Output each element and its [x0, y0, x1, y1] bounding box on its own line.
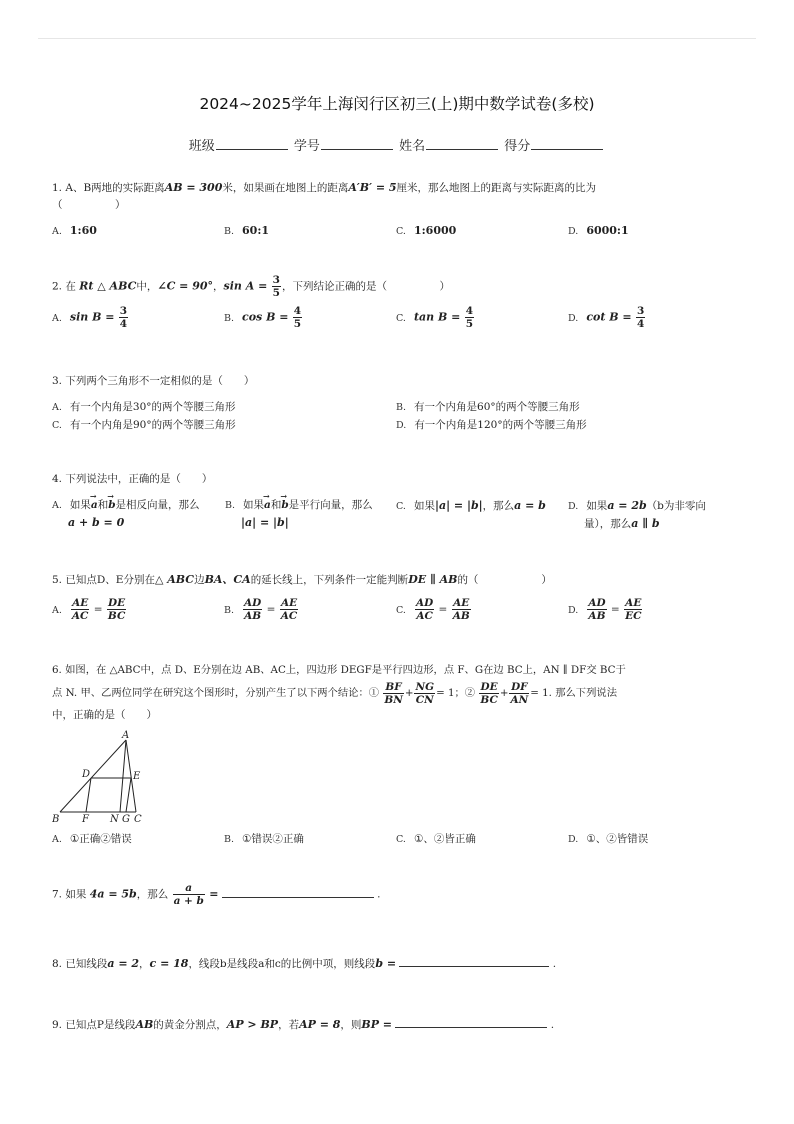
question-6-line-2	[52, 679, 756, 707]
option-text: 有一个内角是120°的两个等腰三角形	[414, 419, 587, 431]
stem-text: .	[377, 888, 381, 901]
point-f-label: F	[82, 814, 89, 824]
fraction-denominator: AB	[452, 610, 470, 622]
math-expression: a = 2b	[607, 499, 647, 512]
stem-text: ，	[213, 280, 224, 293]
stem-text: ，那么	[136, 888, 169, 901]
option-label: A.	[52, 402, 62, 413]
stem-text: 米，如果画在地图上的距离	[222, 182, 349, 194]
answer-blank[interactable]	[399, 955, 549, 967]
stem-text: 的延长线上，下列条件一定能判断	[250, 574, 409, 586]
option-d[interactable]	[568, 305, 646, 330]
math-expression: a = 2	[107, 957, 140, 970]
fraction	[119, 305, 128, 330]
math-expression: c = 18	[149, 957, 189, 970]
option-label: B.	[224, 312, 235, 324]
math-expression: BA、CA	[204, 573, 251, 586]
math-expression: cot B =	[586, 310, 632, 324]
fraction-denominator: AB	[244, 610, 262, 622]
fraction	[243, 597, 262, 622]
fraction-denominator: BC	[480, 693, 498, 706]
math-expression: DE ∥ AB	[408, 573, 458, 586]
option-d[interactable]: D. $\frac{AD}{AB}$ = $\frac{AE}{EC}$	[568, 597, 642, 622]
fraction-numerator: DF	[511, 680, 528, 693]
math-expression: AB = 300	[164, 181, 223, 194]
math-expression: A′B′ = 5	[348, 181, 397, 194]
options-row	[52, 597, 754, 627]
option-text: ①、②皆错误	[586, 833, 649, 845]
point-g-label: G	[122, 814, 130, 824]
question-5	[52, 571, 754, 627]
option-a[interactable]	[52, 831, 132, 848]
side-ab	[60, 740, 126, 812]
stem-text: 点 N. 甲、乙两位同学在研究这个图形时，分别产生了以下两个结论：①	[52, 687, 380, 699]
stem-text: 已知点D、E分别在	[65, 574, 155, 586]
option-label: D.	[568, 501, 579, 512]
page-top-rule	[38, 38, 756, 39]
option-a[interactable]	[52, 399, 236, 416]
option-a[interactable]	[52, 222, 97, 240]
question-number: 1.	[52, 182, 63, 194]
option-label: C.	[396, 312, 406, 324]
option-text: 6000:1	[586, 224, 629, 237]
fraction	[465, 305, 474, 330]
fraction-denominator: CN	[415, 693, 434, 706]
option-label: D.	[568, 226, 579, 237]
vector-symbol: → b	[281, 497, 288, 514]
fraction-numerator: DE	[108, 597, 126, 609]
question-number: 5.	[52, 574, 63, 586]
option-text: ①、②皆正确	[413, 833, 476, 845]
question-number: 9.	[52, 1019, 63, 1031]
plus-sign: +	[404, 687, 414, 699]
score-label: 得分	[504, 139, 531, 154]
point-d-label: D	[82, 769, 91, 780]
stem-text: 的（ ）	[457, 574, 552, 586]
math-expression: a = b	[514, 499, 546, 512]
question-6-line-1	[52, 662, 756, 679]
fraction	[415, 597, 434, 622]
question-3-stem	[52, 373, 754, 390]
stem-text: 边	[194, 574, 205, 586]
stem-text: 下列两个三角形不一定相似的是（ ）	[65, 375, 255, 387]
option-b[interactable]	[225, 497, 373, 532]
option-text: 和	[270, 499, 282, 511]
fraction	[383, 681, 403, 706]
math-expression: △ ABC	[154, 573, 195, 586]
question-number: 2.	[52, 280, 63, 293]
score-blank[interactable]	[531, 137, 603, 150]
option-label: A.	[52, 500, 62, 511]
segment-an	[120, 740, 126, 812]
fraction	[71, 597, 90, 622]
math-expression: AP > BP	[226, 1018, 279, 1031]
question-6-line-3	[52, 707, 756, 724]
option-text: 如果	[69, 499, 91, 511]
question-9-stem	[52, 1016, 754, 1034]
fraction-numerator: 3	[119, 305, 128, 317]
math-expression: AP = 8	[299, 1018, 341, 1031]
stem-text: ，	[139, 958, 150, 970]
fraction	[452, 597, 471, 622]
option-text: 有一个内角是60°的两个等腰三角形	[414, 401, 580, 413]
option-label: D.	[396, 420, 407, 431]
option-c[interactable]	[52, 417, 236, 434]
option-b[interactable]: B. $\frac{AD}{AB}$ = $\frac{AE}{AC}$	[224, 597, 298, 622]
fraction	[173, 882, 205, 907]
options-row	[52, 305, 754, 333]
stem-text: 中，正确的是（ ）	[52, 709, 157, 721]
option-d[interactable]	[396, 417, 587, 434]
stem-text: 厘米，那么地图上的距离与实际距离的比为	[396, 182, 597, 194]
option-a[interactable]	[52, 497, 200, 532]
fraction	[414, 681, 435, 706]
question-6	[52, 662, 756, 724]
stem-text: 下列说法中，正确的是（ ）	[65, 473, 213, 485]
answer-blank[interactable]	[395, 1016, 547, 1028]
option-label: B.	[225, 500, 236, 511]
math-expression: BP =	[361, 1018, 393, 1031]
option-label: B.	[224, 226, 235, 237]
fraction-denominator: 5	[293, 318, 302, 330]
fraction	[509, 681, 529, 706]
fraction-numerator: AD	[244, 597, 262, 609]
option-b[interactable]	[396, 399, 580, 416]
fraction	[479, 681, 498, 706]
fraction-denominator: AC	[71, 610, 89, 622]
question-3	[52, 373, 754, 435]
name-label: 姓名	[399, 139, 426, 154]
question-5-stem	[52, 571, 754, 589]
option-label: B.	[224, 834, 235, 845]
point-b-label: B	[52, 814, 60, 824]
stem-text: 已知线段	[65, 958, 108, 970]
option-text: 和	[97, 499, 109, 511]
question-number: 3.	[52, 375, 63, 387]
option-a[interactable]	[52, 305, 129, 330]
answer-blank[interactable]	[222, 886, 374, 898]
math-expression: a + b = 0	[68, 516, 125, 529]
question-9	[52, 1016, 754, 1034]
option-text: 是平行向量，那么	[288, 499, 373, 511]
vector-symbol: → b	[108, 497, 115, 514]
option-text: 有一个内角是90°的两个等腰三角形	[69, 419, 236, 431]
fraction-denominator: 5	[272, 287, 280, 299]
exam-title: 2024~2025学年上海闵行区初三(上)期中数学试卷(多校)	[199, 95, 595, 113]
option-text: 如果	[586, 500, 608, 512]
fraction-numerator: AE	[453, 597, 470, 609]
stem-text: = 1. 那么下列说法	[530, 687, 617, 699]
answer-paren: （ ）	[52, 199, 126, 211]
fraction-numerator: 4	[293, 305, 302, 317]
stem-text: = 1；②	[436, 687, 476, 699]
option-text: （b为非零向	[646, 500, 706, 512]
question-7	[52, 882, 754, 907]
math-expression: sin A =	[223, 279, 268, 293]
fraction-numerator: AE	[280, 597, 298, 609]
fraction	[587, 597, 606, 622]
option-label: D.	[568, 312, 579, 324]
option-label: C.	[52, 420, 62, 431]
option-label: A.	[52, 604, 62, 616]
stem-text: .	[552, 958, 557, 970]
equals-sign: =	[209, 887, 219, 901]
stem-text: 如果	[65, 888, 87, 901]
fraction	[636, 305, 645, 330]
question-2	[52, 274, 754, 333]
stem-text: 已知点P是线段	[65, 1019, 136, 1031]
option-d[interactable]	[568, 497, 706, 533]
fraction-numerator: AE	[625, 597, 642, 609]
fraction-denominator: 4	[119, 318, 128, 330]
question-number: 6.	[52, 664, 62, 676]
fraction-numerator: AD	[588, 597, 606, 609]
option-text: 1:60	[69, 224, 97, 237]
option-c[interactable]	[396, 305, 475, 330]
fraction-numerator: NG	[415, 680, 435, 693]
fraction-denominator: 4	[636, 318, 645, 330]
stem-text: 中，	[136, 280, 158, 293]
math-expression: a ∥ b	[631, 517, 660, 530]
class-label: 班级	[188, 139, 215, 154]
student-id-label: 学号	[293, 139, 320, 154]
option-text: 量），那么	[584, 518, 632, 530]
math-expression: b =	[375, 957, 397, 970]
option-c[interactable]	[396, 831, 476, 848]
stem-text: 如图，在 △ABC中，点 D、E分别在边 AB、AC上，四边形 DEGF是平行四边形，点 F、G在边 BC上，AN ∥ DF交 BC于	[65, 664, 626, 676]
option-d[interactable]	[568, 222, 629, 240]
question-number: 4.	[52, 473, 63, 485]
option-c[interactable]	[396, 222, 456, 240]
stem-text: 的黄金分割点，	[153, 1019, 227, 1031]
option-text: ，那么	[482, 500, 515, 512]
fraction-numerator: AD	[415, 597, 434, 609]
math-expression: AB	[135, 1018, 154, 1031]
fraction	[293, 305, 302, 330]
question-4-stem	[52, 471, 754, 488]
fraction	[280, 597, 299, 622]
fraction-denominator: AN	[510, 693, 529, 706]
option-label: D.	[568, 834, 579, 845]
stem-text: ，则	[340, 1019, 362, 1031]
fraction-denominator: a + b	[173, 895, 204, 907]
fraction-denominator: 5	[465, 318, 473, 330]
option-text: 1:6000	[413, 224, 457, 237]
fraction-denominator: BN	[384, 693, 403, 706]
fraction-numerator: BF	[383, 681, 403, 694]
fraction-numerator: 4	[465, 305, 473, 317]
triangle-figure	[52, 728, 152, 824]
option-text: 如果	[243, 499, 265, 511]
vector-symbol: → a	[91, 497, 98, 514]
vector-symbol: → a	[264, 497, 271, 514]
math-expression: sin B =	[69, 310, 115, 324]
option-label: D.	[568, 604, 579, 616]
point-n-label: N	[110, 814, 119, 824]
options-row-2	[52, 417, 754, 435]
option-d[interactable]	[568, 831, 648, 848]
point-e-label: E	[133, 771, 141, 782]
question-1-stem	[52, 179, 754, 197]
option-c[interactable]	[396, 497, 546, 515]
math-expression: 4a = 5b	[89, 887, 137, 901]
fraction-numerator: a	[173, 882, 205, 895]
question-8	[52, 955, 754, 973]
question-number: 7.	[52, 888, 63, 901]
fraction-denominator: AB	[588, 610, 606, 622]
options-row	[52, 497, 754, 533]
options-row-1	[52, 399, 754, 417]
option-label: C.	[396, 501, 406, 512]
fraction-denominator: EC	[625, 610, 642, 622]
option-text: ①错误②正确	[242, 833, 304, 845]
stem-text: A、B两地的实际距离	[65, 182, 165, 194]
fraction	[624, 597, 642, 622]
segment-eg	[126, 778, 131, 812]
options-row	[52, 222, 754, 242]
math-expression: cos B =	[242, 310, 289, 324]
option-text: 如果	[413, 500, 435, 512]
fraction-numerator: 3	[272, 274, 280, 286]
name-blank[interactable]	[426, 137, 498, 150]
question-6-options	[52, 831, 754, 851]
point-c-label: C	[134, 814, 142, 824]
option-label: A.	[52, 226, 62, 237]
option-b[interactable]	[224, 222, 269, 240]
math-expression: |a| = |b|	[241, 516, 289, 529]
question-1	[52, 179, 754, 242]
fraction-numerator: DE	[480, 680, 498, 693]
fraction-numerator: 3	[636, 305, 645, 317]
option-c[interactable]: C. $\frac{AD}{AC}$ = $\frac{AE}{AB}$	[396, 597, 470, 622]
fraction-numerator: AE	[72, 597, 89, 609]
math-expression: tan B =	[413, 310, 461, 324]
math-expression: Rt △ ABC	[79, 279, 137, 293]
question-8-stem	[52, 955, 754, 973]
question-4	[52, 471, 754, 533]
question-7-stem	[52, 882, 754, 907]
class-blank[interactable]	[216, 137, 288, 150]
option-label: C.	[396, 604, 406, 616]
options-row	[52, 831, 754, 851]
option-text: 有一个内角是30°的两个等腰三角形	[69, 401, 236, 413]
option-label: A.	[52, 834, 62, 845]
stem-text: ，线段b是线段a和c的比例中项，则线段	[188, 958, 376, 970]
option-label: A.	[52, 312, 62, 324]
plus-sign: +	[499, 687, 509, 699]
option-text: 60:1	[242, 224, 270, 237]
fraction-denominator: AC	[280, 610, 298, 622]
math-expression: ∠C = 90°	[157, 279, 214, 293]
option-b[interactable]	[224, 305, 303, 330]
option-label: C.	[396, 226, 406, 237]
option-b[interactable]	[224, 831, 304, 848]
option-label: B.	[224, 604, 235, 616]
student-id-blank[interactable]	[321, 137, 393, 150]
option-label: B.	[396, 402, 407, 413]
fraction	[107, 597, 126, 622]
stem-text: ，若	[278, 1019, 300, 1031]
question-number: 8.	[52, 958, 63, 970]
point-a-label: A	[122, 730, 130, 741]
stem-text: ，下列结论正确的是（ ）	[281, 280, 450, 293]
option-text: 是相反向量，那么	[115, 499, 200, 511]
math-expression: |a| = |b|	[434, 499, 483, 512]
question-2-stem	[52, 274, 754, 299]
option-label: C.	[396, 834, 406, 845]
stem-text: .	[550, 1019, 555, 1031]
fraction	[272, 274, 281, 299]
fraction-denominator: BC	[107, 610, 126, 622]
option-text: ①正确②错误	[69, 833, 132, 845]
option-a[interactable]: A. $\frac{AE}{AC}$ = $\frac{DE}{BC}$	[52, 597, 126, 622]
student-info-line	[0, 135, 794, 154]
stem-text: 在	[65, 280, 76, 293]
fraction-denominator: AC	[416, 610, 433, 622]
